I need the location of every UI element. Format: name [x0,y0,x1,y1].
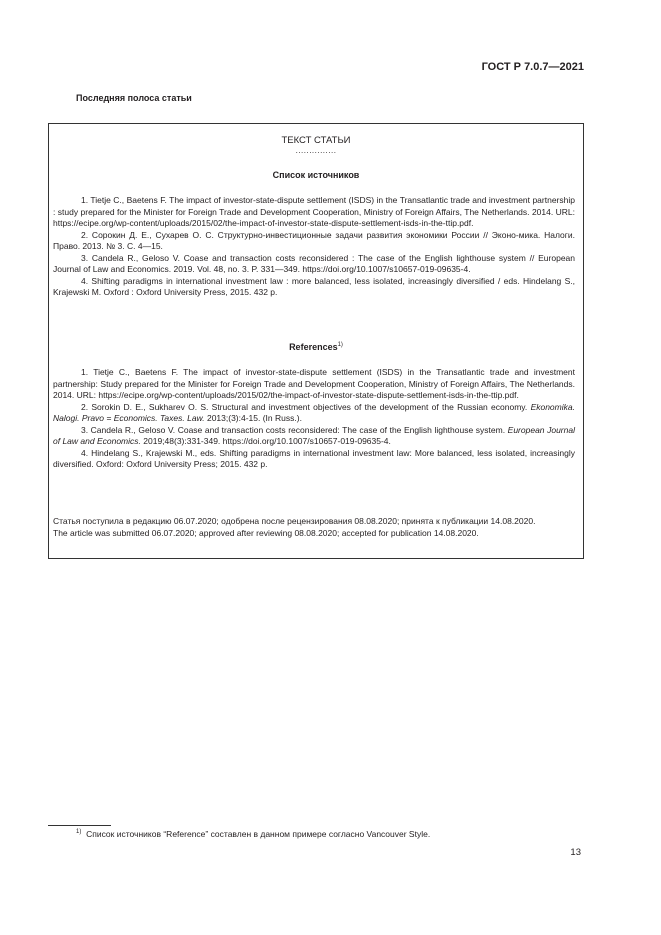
reference-journal: Ekonomika. Nalogi. Pravo = Economics. Taxes. Law. [53,401,575,423]
references-heading [49,342,583,352]
source-item: 2. Сорокин Д. Е., Сухарев О. С. Структурно-инвестиционные задачи развития экономики России // Эконо-мика. Налоги. Право. 2013. № 3. С. 4—15. [53,229,575,251]
ellipsis-dots: ............... [295,146,337,155]
footnote [76,829,430,839]
references-list [53,367,575,471]
reference-tail: 2019;48(3):331-349. https://doi.org/10.1007/s10657-019-09635-4. [143,436,391,446]
submission-note-en: The article was submitted 06.07.2020; approved after reviewing 08.08.2020; accepted for publication 14.08.2020. [53,527,479,538]
reference-journal: European Journal of Law and Economics. [53,424,575,446]
reference-text: 3. Candela R., Geloso V. Coase and transaction costs reconsidered: The case of the English lighthouse system. [81,424,506,435]
sources-list [53,195,575,299]
footnote-text: Список источников “Reference” составлен в данном примере согласно Vancouver Style. [86,829,431,839]
references-heading-text: References [289,342,338,352]
article-text-placeholder: ТЕКСТ СТАТЬИ [281,135,351,146]
source-item: 4. Shifting paradigms in international investment law : more balanced, less isolated, increasingly diversified / eds. Hindelang S., Krajewski M. Oxford : Oxford University Press, 2015. 432 p. [53,275,575,297]
standard-number: ГОСТ Р 7.0.7—2021 [481,61,584,73]
reference-item [53,402,575,425]
footnote-marker: 1) [76,829,82,835]
article-frame [48,123,584,559]
submission-notes [53,516,575,539]
reference-text: 2. Sorokin D. E., Sukharev O. S. Structural and investment objectives of the development of the Russian economy. [81,401,528,412]
sources-heading: Список источников [272,170,360,180]
submission-note-ru: Статья поступила в редакцию 06.07.2020; одобрена после рецензирования 08.08.2020; принята к публикации 14.08.2020. [53,516,536,526]
section-title: Последняя полоса статьи [76,93,192,103]
source-item: 1. Tietje C., Baetens F. The impact of investor-state-dispute settlement (ISDS) in the Transatlantic trade and investment partnership : study prepared for the Minister for Foreign Trade and Development Cooperation, Ministry of Foreign Affairs, The Netherlands. 2014. URL: https://ecipe.org/wp-content/uploads/2015/02/the-impact-of-investor-state-dispute-settlement-isds-in-the-ttip.pdf. [53,195,575,228]
reference-item: 4. Hindelang S., Krajewski M., eds. Shifting paradigms in international investment law: More balanced, less isolated, increasingly diversified. Oxford: Oxford University Press; 2015. 432 p. [53,447,575,469]
reference-tail: 2013;(3):4-15. (In Russ.). [206,413,302,423]
reference-item [53,425,575,448]
footnote-divider [48,825,111,826]
source-item: 3. Candela R., Geloso V. Coase and transaction costs reconsidered : The case of the English lighthouse system // European Journal of Law and Economics. 2019. Vol. 48, no. 3. P. 331—349. https://doi.org/10.1007/s10657-019-09635-4. [53,252,575,274]
page-number: 13 [570,847,581,858]
reference-item: 1. Tietje C., Baetens F. The impact of investor-state-dispute settlement (ISDS) in the Transatlantic trade and investment partnership: Study prepared for the Minister for Foreign Trade and Development Cooperation, Ministry of Foreign Affairs, The Netherlands. 2014. URL: https://ecipe.org/wp-content/uploads/2015/02/the-impact-of-investor-state-dispute-settlement-isds-in-the-ttip.pdf. [53,367,575,400]
footnote-marker: 1) [337,342,343,348]
